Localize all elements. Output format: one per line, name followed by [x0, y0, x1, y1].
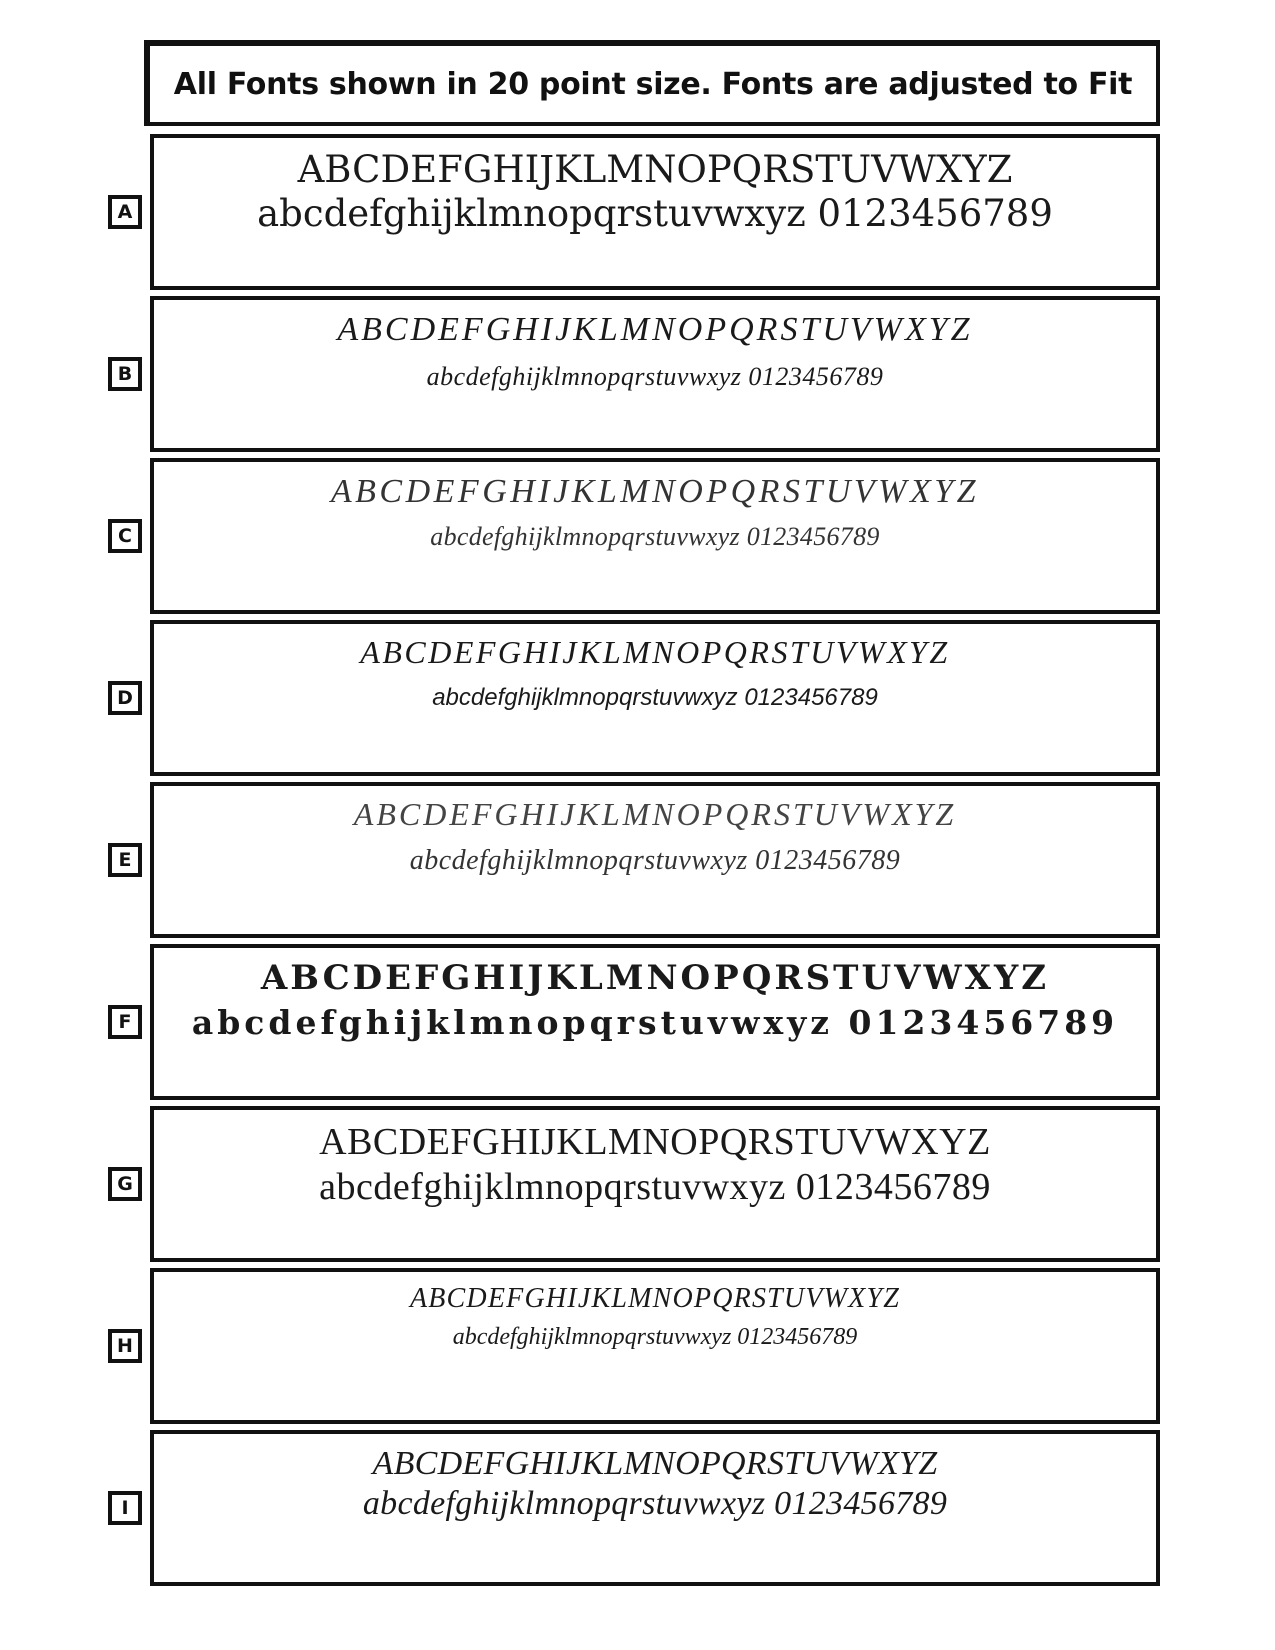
font-d-lowercase: abcdefghijklmnopqrstuvwxyz 0123456789: [432, 683, 878, 711]
font-sample-a: [108, 134, 1164, 290]
font-f-uppercase: ABCDEFGHIJKLMNOPQRSTUVWXYZ: [260, 958, 1050, 998]
header-title: All Fonts shown in 20 point size. Fonts are adjusted to Fit: [173, 66, 1133, 102]
font-a-uppercase: ABCDEFGHIJKLMNOPQRSTUVWXYZ: [297, 148, 1013, 191]
font-f-lowercase: abcdefghijklmnopqrstuvwxyz 0123456789: [191, 1003, 1119, 1043]
font-label-d: D: [108, 681, 142, 715]
font-i-uppercase: ABCDEFGHIJKLMNOPQRSTUVWXYZ: [372, 1445, 938, 1482]
font-label-a: A: [108, 195, 142, 229]
font-h-uppercase: ABCDEFGHIJKLMNOPQRSTUVWXYZ: [409, 1283, 901, 1314]
font-sample-box-h: [150, 1268, 1160, 1424]
font-sample-c: [108, 458, 1164, 614]
font-sample-box-c: [150, 458, 1160, 614]
font-label-f: F: [108, 1005, 142, 1039]
font-sample-g: [108, 1106, 1164, 1262]
font-h-lowercase: abcdefghijklmnopqrstuvwxyz 0123456789: [452, 1324, 858, 1351]
font-sample-box-f: [150, 944, 1160, 1100]
font-a-lowercase: abcdefghijklmnopqrstuvwxyz 0123456789: [257, 191, 1053, 235]
font-c-lowercase: abcdefghijklmnopqrstuvwxyz 0123456789: [430, 522, 880, 552]
font-e-lowercase: abcdefghijklmnopqrstuvwxyz 0123456789: [409, 844, 901, 876]
font-sample-b: [108, 296, 1164, 452]
font-b-uppercase: ABCDEFGHIJKLMNOPQRSTUVWXYZ: [337, 311, 973, 348]
font-sample-box-b: [150, 296, 1160, 452]
font-sample-i: [108, 1430, 1164, 1586]
font-sample-e: [108, 782, 1164, 938]
font-label-i: I: [108, 1491, 142, 1525]
font-label-c: C: [108, 519, 142, 553]
font-sample-f: [108, 944, 1164, 1100]
font-sample-box-e: [150, 782, 1160, 938]
font-sample-d: [108, 620, 1164, 776]
font-g-uppercase: ABCDEFGHIJKLMNOPQRSTUVWXYZ: [319, 1121, 991, 1163]
font-sample-box-a: [150, 134, 1160, 290]
font-e-uppercase: ABCDEFGHIJKLMNOPQRSTUVWXYZ: [353, 796, 957, 832]
font-i-lowercase: abcdefghijklmnopqrstuvwxyz 0123456789: [362, 1485, 948, 1523]
font-label-e: E: [108, 843, 142, 877]
page-header: [144, 40, 1160, 126]
font-label-h: H: [108, 1329, 142, 1363]
font-b-lowercase: abcdefghijklmnopqrstuvwxyz 0123456789: [426, 362, 884, 392]
font-sample-box-i: [150, 1430, 1160, 1586]
font-label-g: G: [108, 1167, 142, 1201]
font-label-b: B: [108, 357, 142, 391]
font-c-uppercase: ABCDEFGHIJKLMNOPQRSTUVWXYZ: [330, 473, 980, 510]
font-sample-box-g: [150, 1106, 1160, 1262]
font-g-lowercase: abcdefghijklmnopqrstuvwxyz 0123456789: [319, 1165, 991, 1208]
font-sample-box-d: [150, 620, 1160, 776]
font-sample-h: [108, 1268, 1164, 1424]
font-d-uppercase: ABCDEFGHIJKLMNOPQRSTUVWXYZ: [360, 634, 950, 670]
